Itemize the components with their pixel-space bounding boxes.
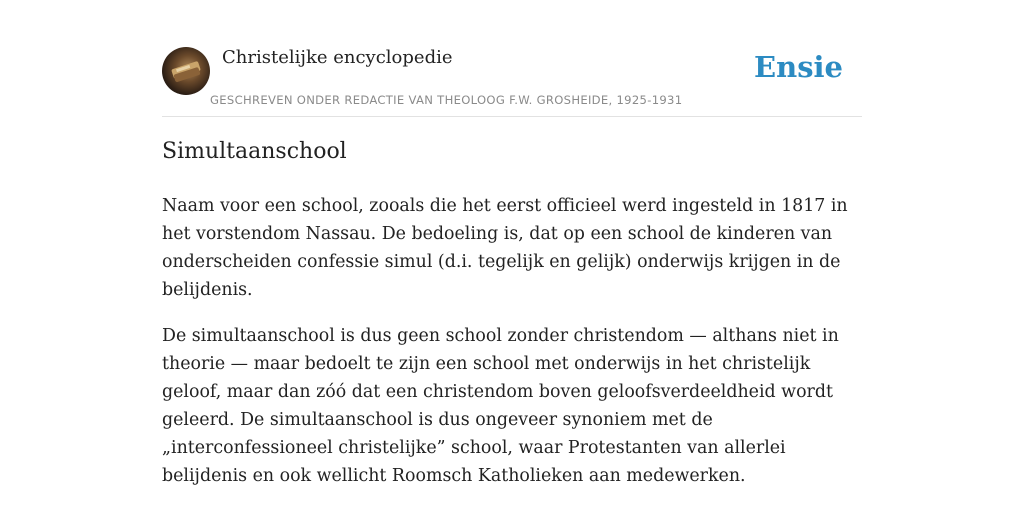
site-title[interactable]: Christelijke encyclopedie (222, 47, 453, 68)
article-paragraph: Naam voor een school, zooals die het eerst officieel werd ingesteld in 1817 in het vorstendom Nassau. De bedoeling is, dat op een school de kinderen van onderscheiden confessie simul (d.i. tegelijk en gelijk) onderwijs krijgen in de belijdenis. (162, 196, 848, 300)
article-paragraph: De simultaanschool is dus geen school zonder christendom — althans niet in theorie — maar bedoelt te zijn een school met onderwijs in het christelijk geloof, maar dan zóó dat een christendom boven geloofsverdeeldheid wordt geleerd. De simultaanschool is dus ongeveer synoniem met de „interconfessioneel christelijke” school, waar Protestanten van allerlei belijdenis en ook wellicht Roomsch Katholieken aan medewerken. (162, 326, 839, 486)
encyclopedia-avatar[interactable] (162, 47, 210, 95)
article-body (162, 192, 862, 508)
article-title: Simultaanschool (162, 139, 347, 164)
site-header (162, 46, 862, 117)
site-subtitle: GESCHREVEN ONDER REDACTIE VAN THEOLOOG F.W. GROSHEIDE, 1925-1931 (210, 93, 683, 107)
book-image-icon (162, 47, 210, 95)
page (162, 0, 862, 512)
ensie-logo[interactable]: Ensie (754, 50, 843, 84)
